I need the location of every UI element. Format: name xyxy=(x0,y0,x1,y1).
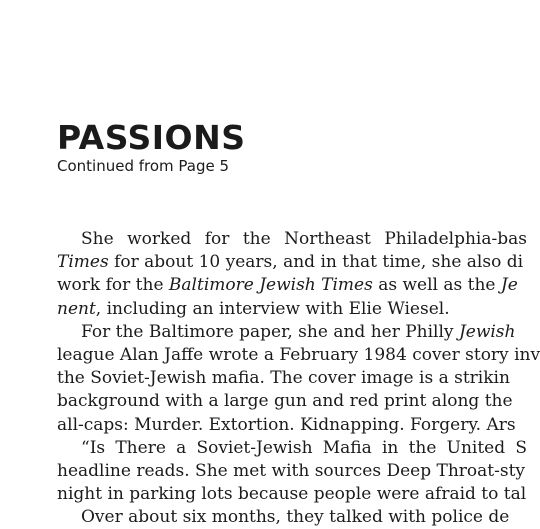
text-segment: For the Baltimore paper, she and her Philly xyxy=(81,321,459,342)
text-line xyxy=(57,321,527,344)
text-segment: for about 10 years, and in that time, she also di xyxy=(108,252,524,273)
italic-text: Jewish xyxy=(458,321,516,342)
text-segment: work for the xyxy=(57,275,169,296)
text-line xyxy=(57,298,527,321)
text-line xyxy=(57,251,527,274)
text-line xyxy=(57,274,527,297)
text-segment: league Alan Jaffe wrote a February 1984 cover story inv xyxy=(57,344,540,365)
text-line xyxy=(57,437,527,460)
italic-text: nent xyxy=(57,298,96,319)
text-line xyxy=(57,367,527,390)
italic-text: Baltimore Jewish Times xyxy=(168,275,373,296)
text-line xyxy=(57,414,527,437)
text-segment: the Soviet-Jewish mafia. The cover image is a strikin xyxy=(57,368,510,389)
text-segment: background with a large gun and red print along the xyxy=(57,391,513,412)
text-segment: , including an interview with Elie Wiesel. xyxy=(95,298,450,319)
italic-text: Je xyxy=(500,275,518,296)
text-segment: as well as the xyxy=(372,275,501,296)
text-segment: all-caps: Murder. Extortion. Kidnapping. Forgery. Ars xyxy=(57,414,516,435)
text-segment: night in parking lots because people were afraid to tal xyxy=(57,484,527,505)
section-heading: PASSIONS xyxy=(57,118,246,157)
continued-note: Continued from Page 5 xyxy=(57,157,230,175)
text-line xyxy=(57,228,527,251)
text-segment: She worked for the Northeast Philadelphia-bas xyxy=(81,229,527,249)
text-segment: Over about six months, they talked with police de xyxy=(81,507,510,528)
text-line xyxy=(57,390,527,413)
text-line xyxy=(57,506,527,529)
text-segment: headline reads. She met with sources Deep Throat-sty xyxy=(57,460,525,481)
text-line xyxy=(57,483,527,506)
italic-text: Times xyxy=(57,252,109,273)
article-body xyxy=(57,228,540,529)
text-line xyxy=(57,460,527,483)
text-line xyxy=(57,344,540,367)
text-segment: “Is There a Soviet-Jewish Mafia in the United S xyxy=(81,437,527,458)
